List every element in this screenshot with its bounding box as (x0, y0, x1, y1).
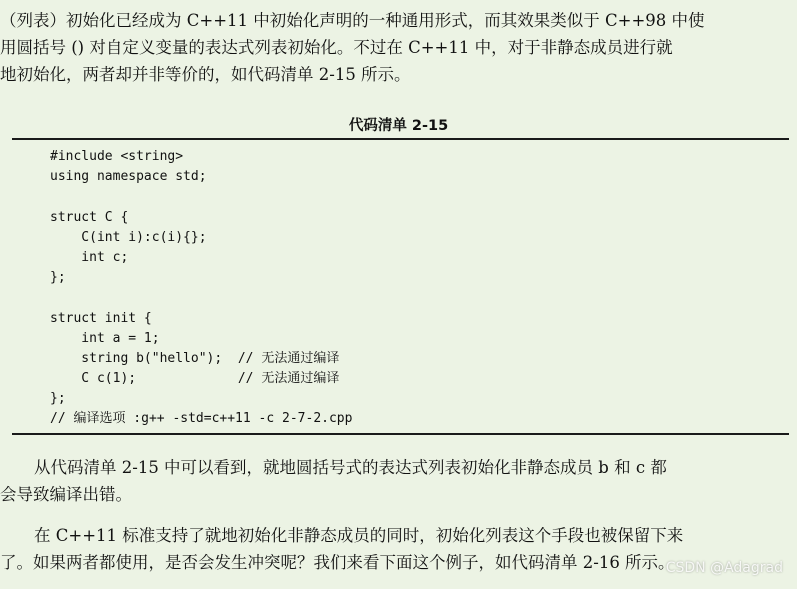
code-line: int c; (50, 249, 129, 265)
code-line (50, 187, 352, 207)
code-line: C c(1); // 无法通过编译 (50, 371, 340, 387)
code-line: // 编译选项 :g++ -std=c++11 -c 2-7-2.cpp (50, 411, 353, 427)
text-line: （列表）初始化已经成为 C++11 中初始化声明的一种通用形式，而其效果类似于 C++98 中使 (0, 11, 705, 30)
code-line: string b("hello"); // 无法通过编译 (50, 350, 340, 366)
text-line: 地初始化，两者却并非等价的，如代码清单 2-15 所示。 (0, 65, 411, 84)
code-line: int a = 1; (50, 330, 160, 346)
intro-paragraph (0, 7, 797, 88)
text-line: 会导致编译出错。 (0, 485, 132, 504)
text-line: 了。如果两者都使用，是否会发生冲突呢？我们来看下面这个例子，如代码清单 2-16 所示。 (0, 553, 675, 572)
code-line: C(int i):c(i){}; (50, 229, 207, 245)
code-line: }; (50, 391, 66, 407)
code-line (50, 288, 352, 308)
watermark: CSDN @Adagrad (665, 560, 783, 576)
code-line: using namespace std; (50, 169, 207, 185)
code-line: struct C { (50, 209, 129, 225)
after-listing-paragraph (0, 454, 797, 508)
code-line: struct init { (50, 310, 152, 326)
code-line: #include <string> (50, 149, 184, 164)
code-line: }; (50, 270, 66, 286)
text-line: 用圆括号 () 对自定义变量的表达式列表初始化。不过在 C++11 中，对于非静态成员进行就 (0, 38, 673, 57)
listing-bottom-rule (12, 433, 789, 435)
text-line: 从代码清单 2-15 中可以看到，就地圆括号式的表达式列表初始化非静态成员 b 和 c 都 (34, 458, 667, 477)
listing-title: 代码清单 2-15 (348, 118, 449, 134)
listing-top-rule (12, 138, 789, 140)
text-line: 在 C++11 标准支持了就地初始化非静态成员的同时，初始化列表这个手段也被保留下来 (34, 526, 684, 545)
code-block (50, 147, 352, 430)
